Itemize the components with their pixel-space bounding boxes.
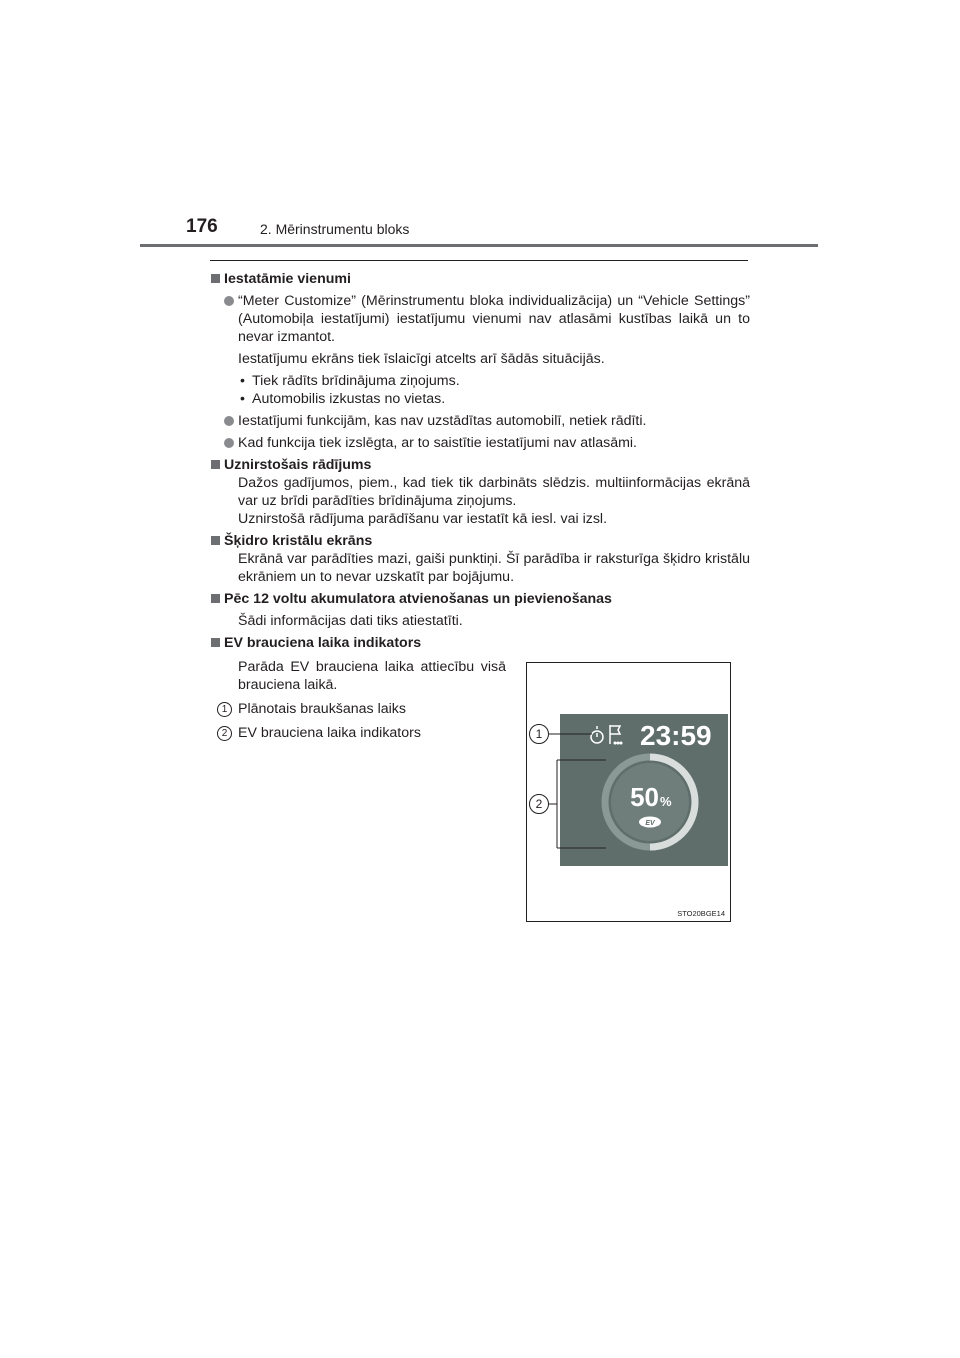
section-heading-adjustable: Iestatāmie vienumi <box>210 270 750 288</box>
paragraph: Iestatījumu ekrāns tiek īslaicīgi atcelts arī šādās situācijās. <box>238 351 605 367</box>
page-number: 176 <box>186 216 218 237</box>
paragraph: Dažos gadījumos, piem., kad tiek tik darbināts slēdzis. multiinformācijas ekrānā var uz brīdi parādīties brīdinājuma ziņojums. <box>238 475 750 509</box>
figure-code: STO20BGE14 <box>677 909 725 918</box>
section-heading-popup: Uznirstošais rādījums <box>210 456 750 474</box>
section-heading-lcd: Šķidro kristālu ekrāns <box>210 532 750 550</box>
figure-callout-1: 1 <box>529 724 549 744</box>
paragraph: Parāda EV brauciena laika attiecību visā brauciena laikā. <box>238 659 506 693</box>
callout-item: 2 EV brauciena laika indikators <box>210 724 750 742</box>
planned-time-value: 23:59 <box>640 720 712 751</box>
paragraph: Ekrānā var parādīties mazi, gaiši punktiņi. Šī parādība ir raksturīga šķidro kristālu ekrāniem un to nevar uzskatīt par bojājumu. <box>238 551 750 585</box>
chapter-title: 2. Mērinstrumentu bloks <box>260 221 410 237</box>
dash-item: • Automobilis izkustas no vietas. <box>240 391 446 407</box>
ev-ratio-value: 50 <box>630 782 659 812</box>
paragraph: Šādi informācijas dati tiks atiestatīti. <box>238 613 463 629</box>
section-heading-ev: EV brauciena laika indikators <box>210 634 750 652</box>
bullet-item: “Meter Customize” (Mērinstrumentu bloka individualizācija) un “Vehicle Settings” (Automobiļa iestatījumi) iestatījumu vienumi nav atlasāmi kustības laikā un to nevar izmantot. <box>210 292 750 346</box>
dash-item: • Tiek rādīts brīdinājuma ziņojums. <box>240 373 460 389</box>
section-heading-battery: Pēc 12 voltu akumulatora atvienošanas un pievienošanas <box>210 590 750 608</box>
callout-item: 1 Plānotais braukšanas laiks <box>210 700 750 718</box>
callout-number-2: 2 <box>217 726 232 741</box>
bullet-item: Kad funkcija tiek izslēgta, ar to saistītie iestatījumi nav atlasāmi. <box>210 434 750 452</box>
paragraph: Uznirstošā rādījuma parādīšanu var iestatīt kā iesl. vai izsl. <box>238 511 608 527</box>
dot-bullet-icon: • <box>240 391 245 407</box>
callout-number-1: 1 <box>217 702 232 717</box>
percent-sign: % <box>660 794 672 809</box>
svg-text:EV: EV <box>645 820 655 827</box>
bullet-item: Iestatījumi funkcijām, kas nav uzstādītas automobilī, netiek rādīti. <box>210 412 750 430</box>
figure-callout-2: 2 <box>529 794 549 814</box>
dot-bullet-icon: • <box>240 373 245 389</box>
